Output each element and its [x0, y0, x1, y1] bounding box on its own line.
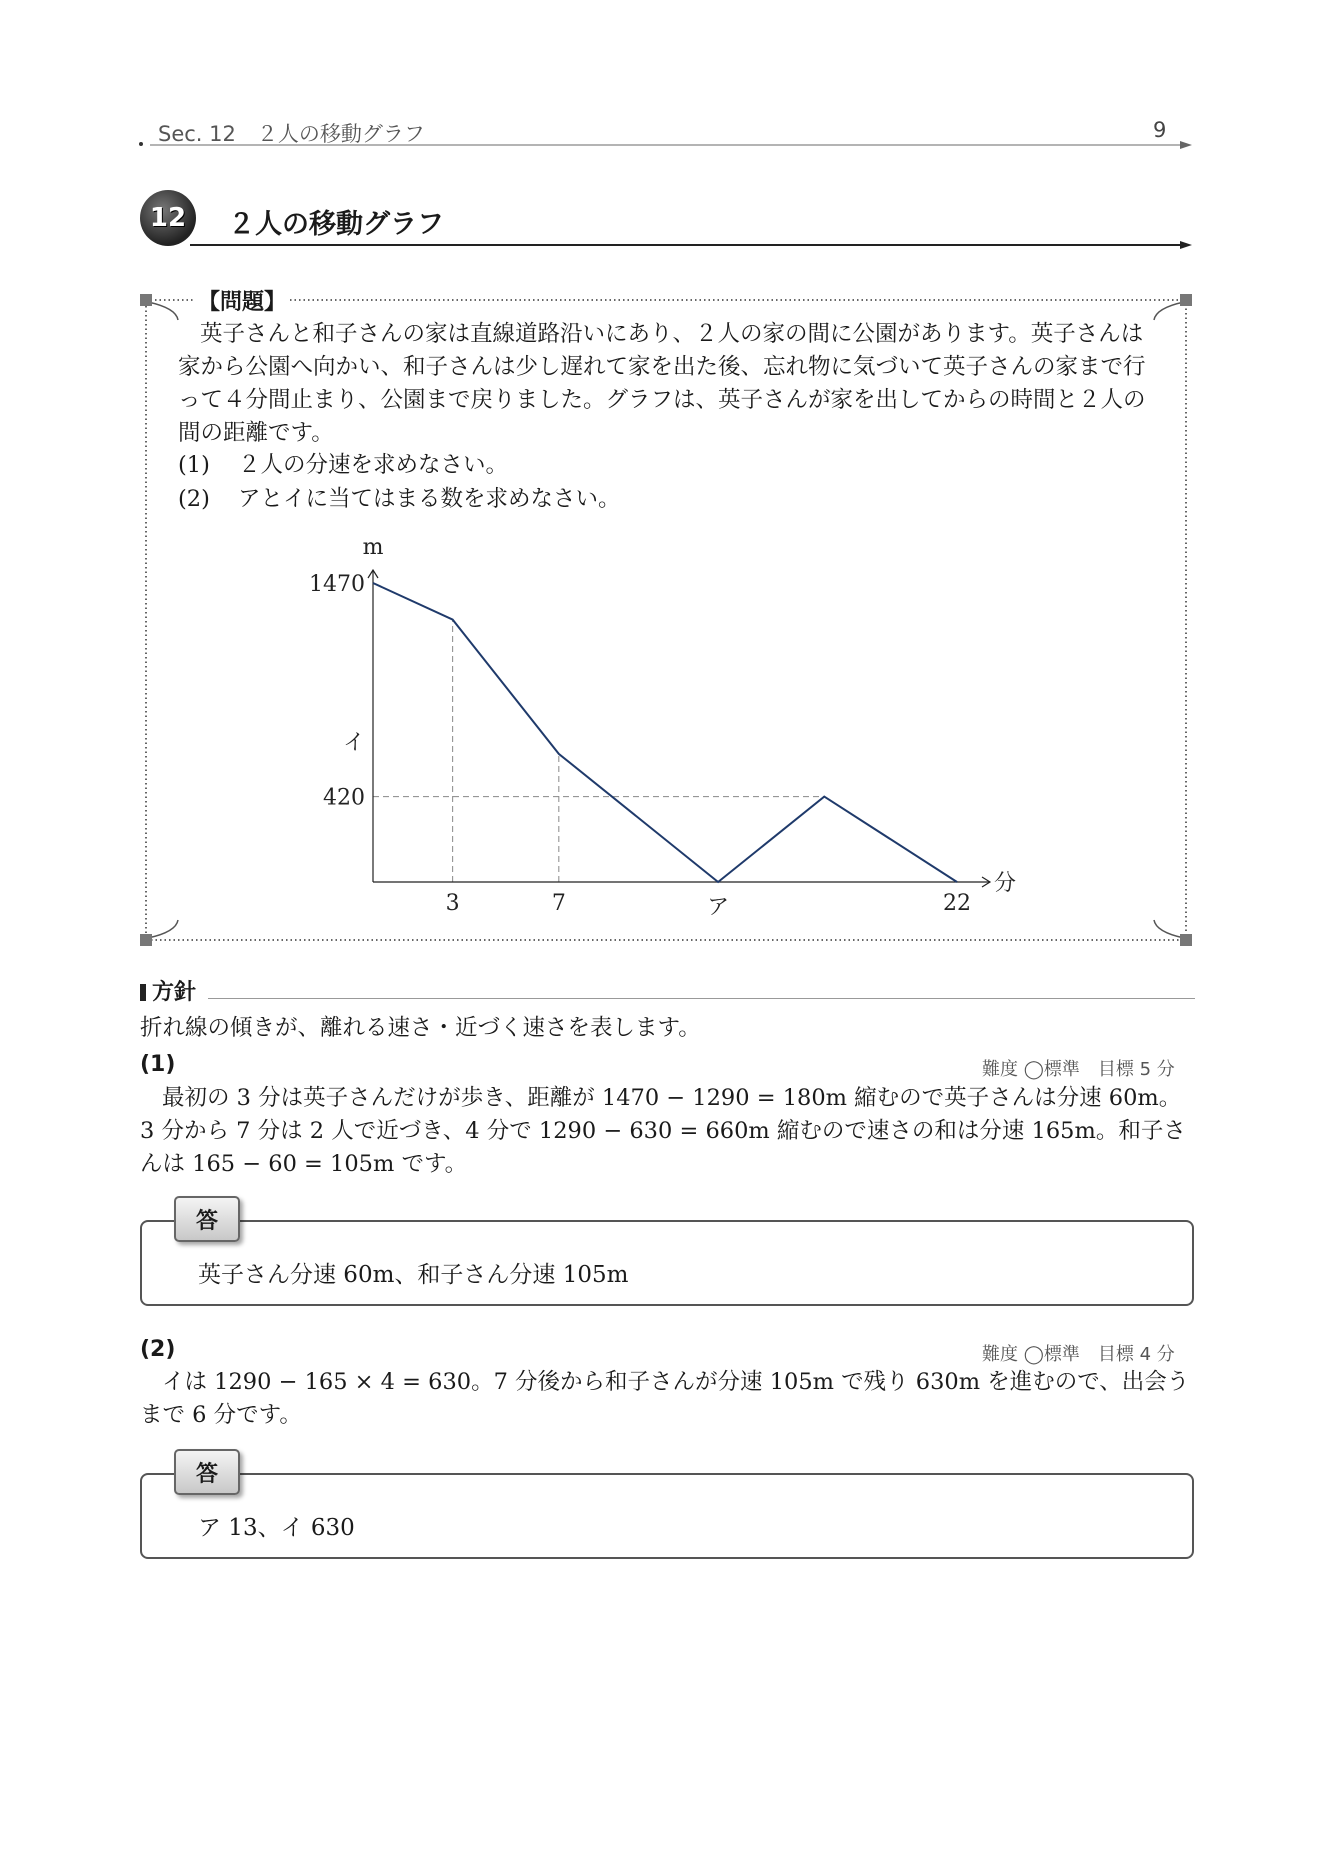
question-2-number: (2): [178, 486, 210, 512]
x-tick-label-4: 22: [943, 891, 971, 916]
policy-marker: [140, 984, 146, 1001]
policy-heading: 方針: [152, 980, 197, 1005]
part1-line-2: 3 分から 7 分は 2 人で近づき、4 分で 1290 − 630 = 660m 縮むので速さの和は分速 165m。和子さ: [140, 1118, 1186, 1144]
problem-text: 英子さんと和子さんの家は直線道路沿いにあり、２人の家の間に公園があります。英子さんは家から公園へ向かい、和子さんは少し遅れて家を出た後、忘れ物に気づいて英子さんの家まで行って４分間止まり、公園まで戻りました。グラフは、英子さんが家を出してからの時間と２人の間の距離です。: [178, 321, 1146, 446]
page-number: 9: [1153, 118, 1167, 142]
y-tick-label-3: 420: [323, 785, 365, 811]
policy-text: 折れ線の傾きが、離れる速さ・近づく速さを表します。: [140, 1015, 701, 1041]
part2-line-1: イは 1290 − 165 × 4 = 630。7 分後から和子さんが分速 105m で残り 630m を進むので、出会う: [162, 1369, 1190, 1395]
part1-answer: 英子さん分速 60m、和子さん分速 105m: [198, 1262, 629, 1288]
part1-answer-tab: 答: [174, 1196, 240, 1242]
part1-heading: (1): [140, 1052, 176, 1077]
part2-answer: ア 13、イ 630: [198, 1515, 355, 1541]
question-1-number: (1): [178, 452, 210, 478]
part2-answer-tab: 答: [174, 1449, 240, 1495]
y-tick-label-1: 1470: [309, 572, 365, 597]
x-tick-label-3: ア: [707, 895, 730, 920]
part1-line-3: んは 165 − 60 = 105m です。: [140, 1151, 468, 1177]
problem-label: 【問題】: [194, 285, 290, 316]
section-title: ２人の移動グラフ: [228, 209, 444, 240]
x-unit-label: 分: [994, 871, 1017, 896]
x-tick-label-2: 7: [551, 891, 566, 916]
part2-meta: 難度 ◯標準 目標 4 分: [982, 1344, 1175, 1365]
y-unit-label: m: [362, 535, 384, 560]
running-title: Sec. 12 ２人の移動グラフ: [158, 122, 425, 146]
part2-heading: (2): [140, 1337, 176, 1362]
x-tick-label-1: 3: [445, 891, 460, 916]
part2-line-2: まで 6 分です。: [140, 1402, 302, 1428]
y-tick-label-2: イ: [342, 730, 365, 756]
distance-series-line: [373, 583, 957, 882]
policy-rule: [208, 998, 1195, 999]
part1-line-1: 最初の 3 分は英子さんだけが歩き、距離が 1470 − 1290 = 180m 縮むので英子さんは分速 60m。: [162, 1085, 1182, 1111]
part1-meta: 難度 ◯標準 目標 5 分: [982, 1059, 1175, 1080]
question-1-text: ２人の分速を求めなさい。: [238, 452, 509, 478]
question-2-text: アとイに当てはまる数を求めなさい。: [238, 486, 621, 512]
section-badge-number: 12: [149, 203, 187, 233]
